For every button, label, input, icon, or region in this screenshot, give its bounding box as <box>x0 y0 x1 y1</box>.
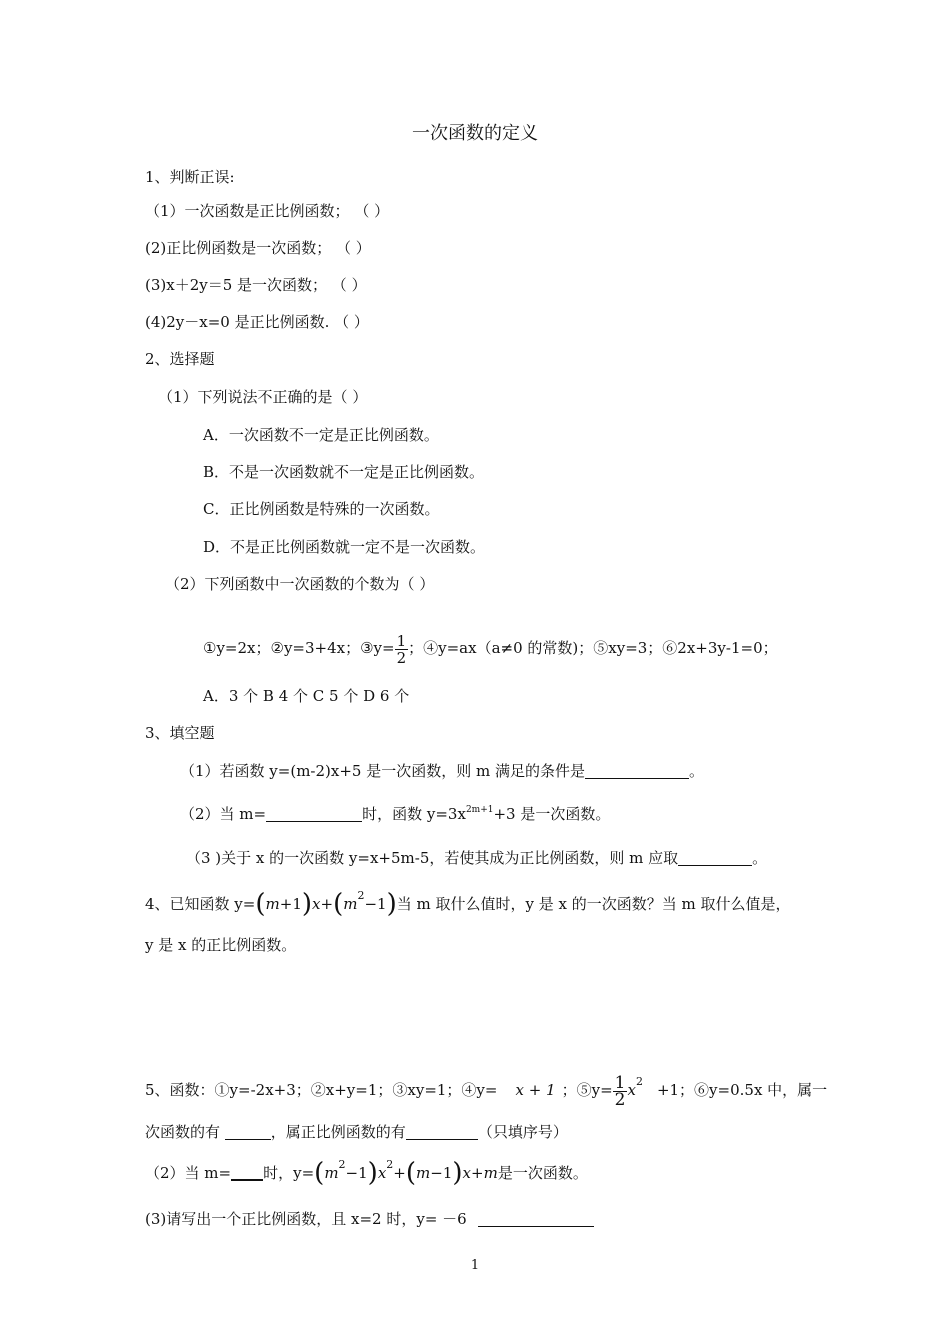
section-3-question-1 <box>180 761 704 781</box>
expr-x-2: x <box>462 1164 472 1182</box>
answer-blank[interactable] <box>266 806 362 822</box>
question-end: 是一次函数。 <box>497 1164 588 1182</box>
section-4-question <box>145 884 791 924</box>
frac-exponent: 2 <box>635 1075 643 1088</box>
fraction-one-half <box>395 633 409 666</box>
expr-x: x <box>377 1164 387 1182</box>
section-1-question-4: (4)2y－x=0 是正比例函数. （ ） <box>145 313 369 331</box>
open-paren-icon: ( <box>405 1158 417 1188</box>
answer-blank[interactable] <box>678 850 752 866</box>
section-1-question-3: (3)x＋2y＝5 是一次函数； （ ） <box>145 276 367 294</box>
question-text: 次函数的有 <box>145 1123 221 1141</box>
expr-m-3: m <box>483 1164 498 1182</box>
question-text-3: +1；⑥y=0.5x 中，属一 <box>656 1081 828 1099</box>
expr-m: m <box>265 895 280 913</box>
question-text: 5、函数：①y=-2x+3；②x+y=1；③xy=1；④y= <box>145 1081 498 1099</box>
fraction-one-half <box>613 1072 628 1110</box>
question-text: （1）若函数 y=(m-2)x+5 是一次函数，则 m 满足的条件是 <box>180 762 585 780</box>
function-list-suffix: ；④y=ax（a≠0 的常数)；⑤xy=3；⑥2x+3y-1=0； <box>408 639 778 657</box>
fraction-numerator: 1 <box>614 1072 626 1093</box>
question-text: （3 )关于 x 的一次函数 y=x+5m-5，若使其成为正比例函数，则 m 应取 <box>186 849 679 867</box>
expr-m-2: m <box>343 895 358 913</box>
expr-exponent: 2 <box>338 1158 346 1171</box>
section-4-question-line-2: y 是 x 的正比例函数。 <box>145 936 297 954</box>
section-5-question-2 <box>145 1153 588 1193</box>
expr-plus-one: +1 <box>279 895 302 913</box>
question-end: +3 是一次函数。 <box>493 805 611 823</box>
function-list-prefix: ①y=2x；②y=3+4x；③y= <box>203 639 395 657</box>
close-paren-icon: ) <box>367 1158 378 1188</box>
answer-blank[interactable] <box>231 1164 263 1181</box>
answer-blank-proportional[interactable] <box>406 1124 478 1140</box>
expr-exponent-x: 2 <box>386 1158 394 1171</box>
option-a: A．一次函数不一定是正比例函数。 <box>203 426 439 444</box>
question-text: 4、已知函数 y= <box>145 895 256 913</box>
open-paren-icon: ( <box>333 889 344 919</box>
expr-plus: + <box>320 895 334 913</box>
question-text-2: ，属正比例函数的有 <box>270 1123 406 1141</box>
section-3-heading: 3、填空题 <box>145 724 215 742</box>
question-text: （2）当 m= <box>180 805 267 823</box>
fraction-denominator: 2 <box>614 1089 626 1110</box>
section-5-question-line-2 <box>145 1122 568 1142</box>
question-text: (3)请写出一个正比例函数，且 x=2 时，y= －6 <box>145 1210 467 1228</box>
section-2-question-1: （1）下列说法不正确的是（ ） <box>158 388 368 406</box>
open-paren-icon: ( <box>314 1158 325 1188</box>
expr-m-2: m <box>416 1164 431 1182</box>
expr-m: m <box>324 1164 339 1182</box>
expr-minus-one-2: −1 <box>430 1164 453 1182</box>
question-text-2: ；⑤y= <box>561 1081 613 1099</box>
sqrt-expression: x + 1 <box>515 1081 556 1099</box>
expr-minus-one: −1 <box>345 1164 368 1182</box>
function-list <box>203 628 778 668</box>
expr-minus-one: −1 <box>364 895 387 913</box>
expr-plus: + <box>393 1164 406 1182</box>
question-text-2: 时，y= <box>263 1164 315 1182</box>
question-end: 。 <box>752 849 768 867</box>
exponent: 2m+1 <box>465 805 494 815</box>
question-text-2: 时，函数 y=3x <box>362 805 466 823</box>
option-c: C．正比例函数是特殊的一次函数。 <box>203 500 440 518</box>
fraction-denominator: 2 <box>396 648 407 667</box>
question-end: 。 <box>689 762 705 780</box>
section-1-heading: 1、判断正误: <box>145 168 235 186</box>
close-paren-icon: ) <box>452 1158 463 1188</box>
question-text-3: （只填序号） <box>477 1123 568 1141</box>
close-paren-icon: ) <box>301 889 313 919</box>
answer-blank[interactable] <box>478 1211 594 1227</box>
open-paren-icon: ( <box>255 889 266 919</box>
expr-plus-2: + <box>471 1164 484 1182</box>
section-1-question-2: (2)正比例函数是一次函数； （ ） <box>145 239 371 257</box>
section-2-heading: 2、选择题 <box>145 350 215 368</box>
frac-x: x <box>627 1081 636 1099</box>
close-paren-icon: ) <box>386 889 397 919</box>
section-1-question-1: （1）一次函数是正比例函数； （ ） <box>145 202 390 220</box>
option-b: B．不是一次函数就不一定是正比例函数。 <box>203 463 485 481</box>
section-5-question-3 <box>145 1209 594 1229</box>
section-5-question <box>145 1068 827 1112</box>
section-2-question-2: （2）下列函数中一次函数的个数为（ ） <box>165 575 435 593</box>
question-text-2: 当 m 取什么值时，y 是 x 的一次函数？当 m 取什么值是， <box>396 895 791 913</box>
answer-blank[interactable] <box>585 763 689 779</box>
section-3-question-3 <box>186 848 767 868</box>
section-2-question-2-options: A．3 个 B 4 个 C 5 个 D 6 个 <box>203 687 410 705</box>
page-title: 一次函数的定义 <box>412 123 538 144</box>
section-3-question-2 <box>180 804 610 824</box>
page-number: 1 <box>470 1258 480 1273</box>
fraction-numerator: 1 <box>396 631 407 650</box>
question-text: （2）当 m= <box>145 1164 232 1182</box>
answer-blank-linear[interactable] <box>225 1124 271 1140</box>
expr-x: x <box>312 895 321 913</box>
expr-exponent: 2 <box>357 889 365 902</box>
option-d: D．不是正比例函数就一定不是一次函数。 <box>203 538 486 556</box>
